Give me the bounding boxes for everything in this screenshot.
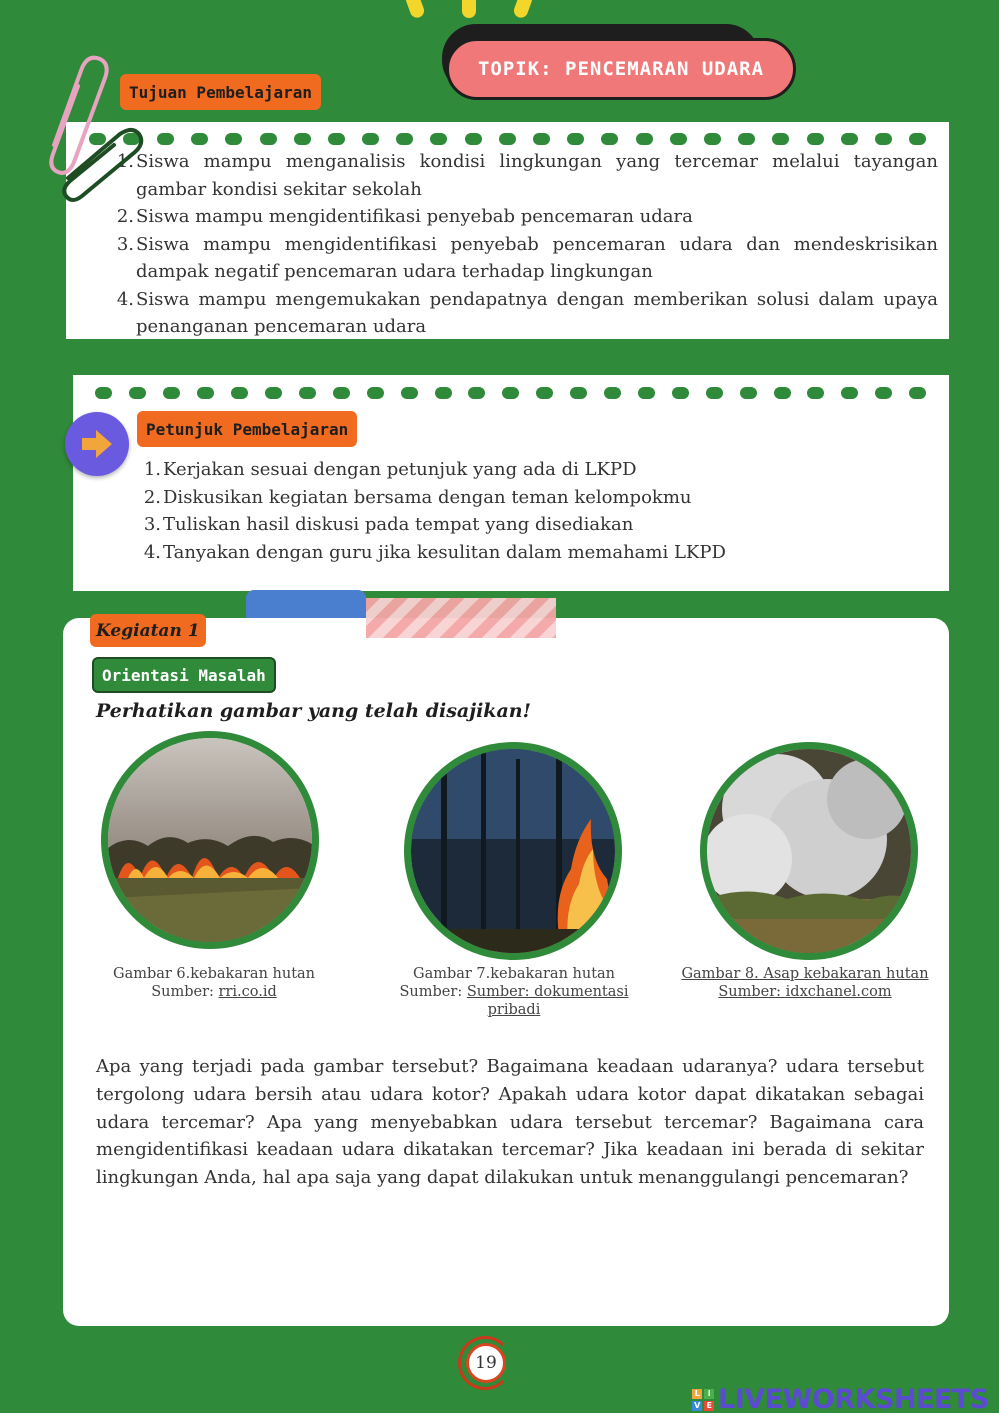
instructions-list [141, 456, 781, 566]
list-item: 1. Kerjakan sesuai dengan petunjuk yang ada di LKPD [143, 459, 637, 480]
list-item: 2. Siswa mampu mengidentifikasi penyebab pencemaran udara [116, 206, 693, 227]
footer-band [0, 1413, 999, 1427]
objectives-list [114, 148, 938, 341]
topic-title: TOPIK: PENCEMARAN UDARA [446, 38, 796, 100]
list-item: 4. Tanyakan dengan guru jika kesulitan dalam memahami LKPD [143, 541, 726, 563]
objectives-tag: Tujuan Pembelajaran [120, 74, 321, 110]
arrow-right-icon [65, 412, 129, 476]
instructions-box [73, 375, 949, 591]
dotted-divider [66, 133, 949, 145]
figure-caption: Gambar 6.kebakaran hutan Sumber: rri.co.id [112, 966, 316, 1000]
top-decoration [404, 0, 426, 20]
brand-name: LIVEWORKSHEETS [718, 1384, 989, 1415]
dotted-divider [73, 387, 949, 399]
figure-caption: Gambar 7.kebakaran hutan Sumber: Sumber: dokumentasi pribadi [399, 966, 629, 1018]
liveworksheets-logo[interactable] [692, 1384, 989, 1415]
logo-mark-icon: L I V E [692, 1389, 714, 1411]
list-item: 3. Siswa mampu mengidentifikasi penyebab pencemaran udara dan mendeskrisikan dampak negatif pencemaran udara terhadap lingkungan [116, 233, 938, 282]
objectives-box [66, 122, 949, 339]
instructions-tag: Petunjuk Pembelajaran [137, 411, 357, 447]
paperclip-icon [58, 118, 148, 208]
orientation-tag: Orientasi Masalah [92, 657, 276, 693]
list-item: 2. Diskusikan kegiatan bersama dengan teman kelompokmu [143, 486, 692, 508]
activity-instruction: Perhatikan gambar yang telah disajikan! [96, 700, 531, 722]
forest-smoke-photo-3 [700, 742, 918, 960]
forest-fire-photo-2 [404, 742, 622, 960]
forest-fire-photo-1 [101, 731, 319, 949]
list-item: 4. Siswa mampu mengemukakan pendapatnya dengan memberikan solusi dalam upaya penanganan pencemaran udara [116, 288, 938, 337]
activity-tag: Kegiatan 1 [90, 614, 206, 647]
list-item: 3. Tuliskan hasil diskusi pada tempat yang disediakan [143, 514, 634, 535]
figure-caption: Gambar 8. Asap kebakaran hutan Sumber: idxchanel.com [681, 966, 929, 1000]
discussion-question: Apa yang terjadi pada gambar tersebut? Bagaimana keadaan udaranya? udara tersebut tergolong udara bersih atau udara kotor? Apakah udara kotor dapat dikatakan sebagai udara tercemar? Apa yang menyebabkan udara tersebut tercemar? Bagaimana cara mengidentifikasi keadaan udara dikatakan tercemar? Jika keadaan ini berada di sekitar lingkungan Anda, hal apa saja yang dapat dilakukan untuk menanggulangi pencemaran? [96, 1056, 924, 1189]
top-decoration [462, 0, 476, 18]
list-item: 1. Siswa mampu menganalisis kondisi lingkungan yang tercemar melalui tayangan gambar kondisi sekitar sekolah [116, 151, 938, 200]
top-decoration [512, 0, 534, 20]
page-number: 19 [466, 1343, 506, 1383]
decorative-strip [246, 590, 366, 620]
decorative-tape [366, 598, 556, 638]
